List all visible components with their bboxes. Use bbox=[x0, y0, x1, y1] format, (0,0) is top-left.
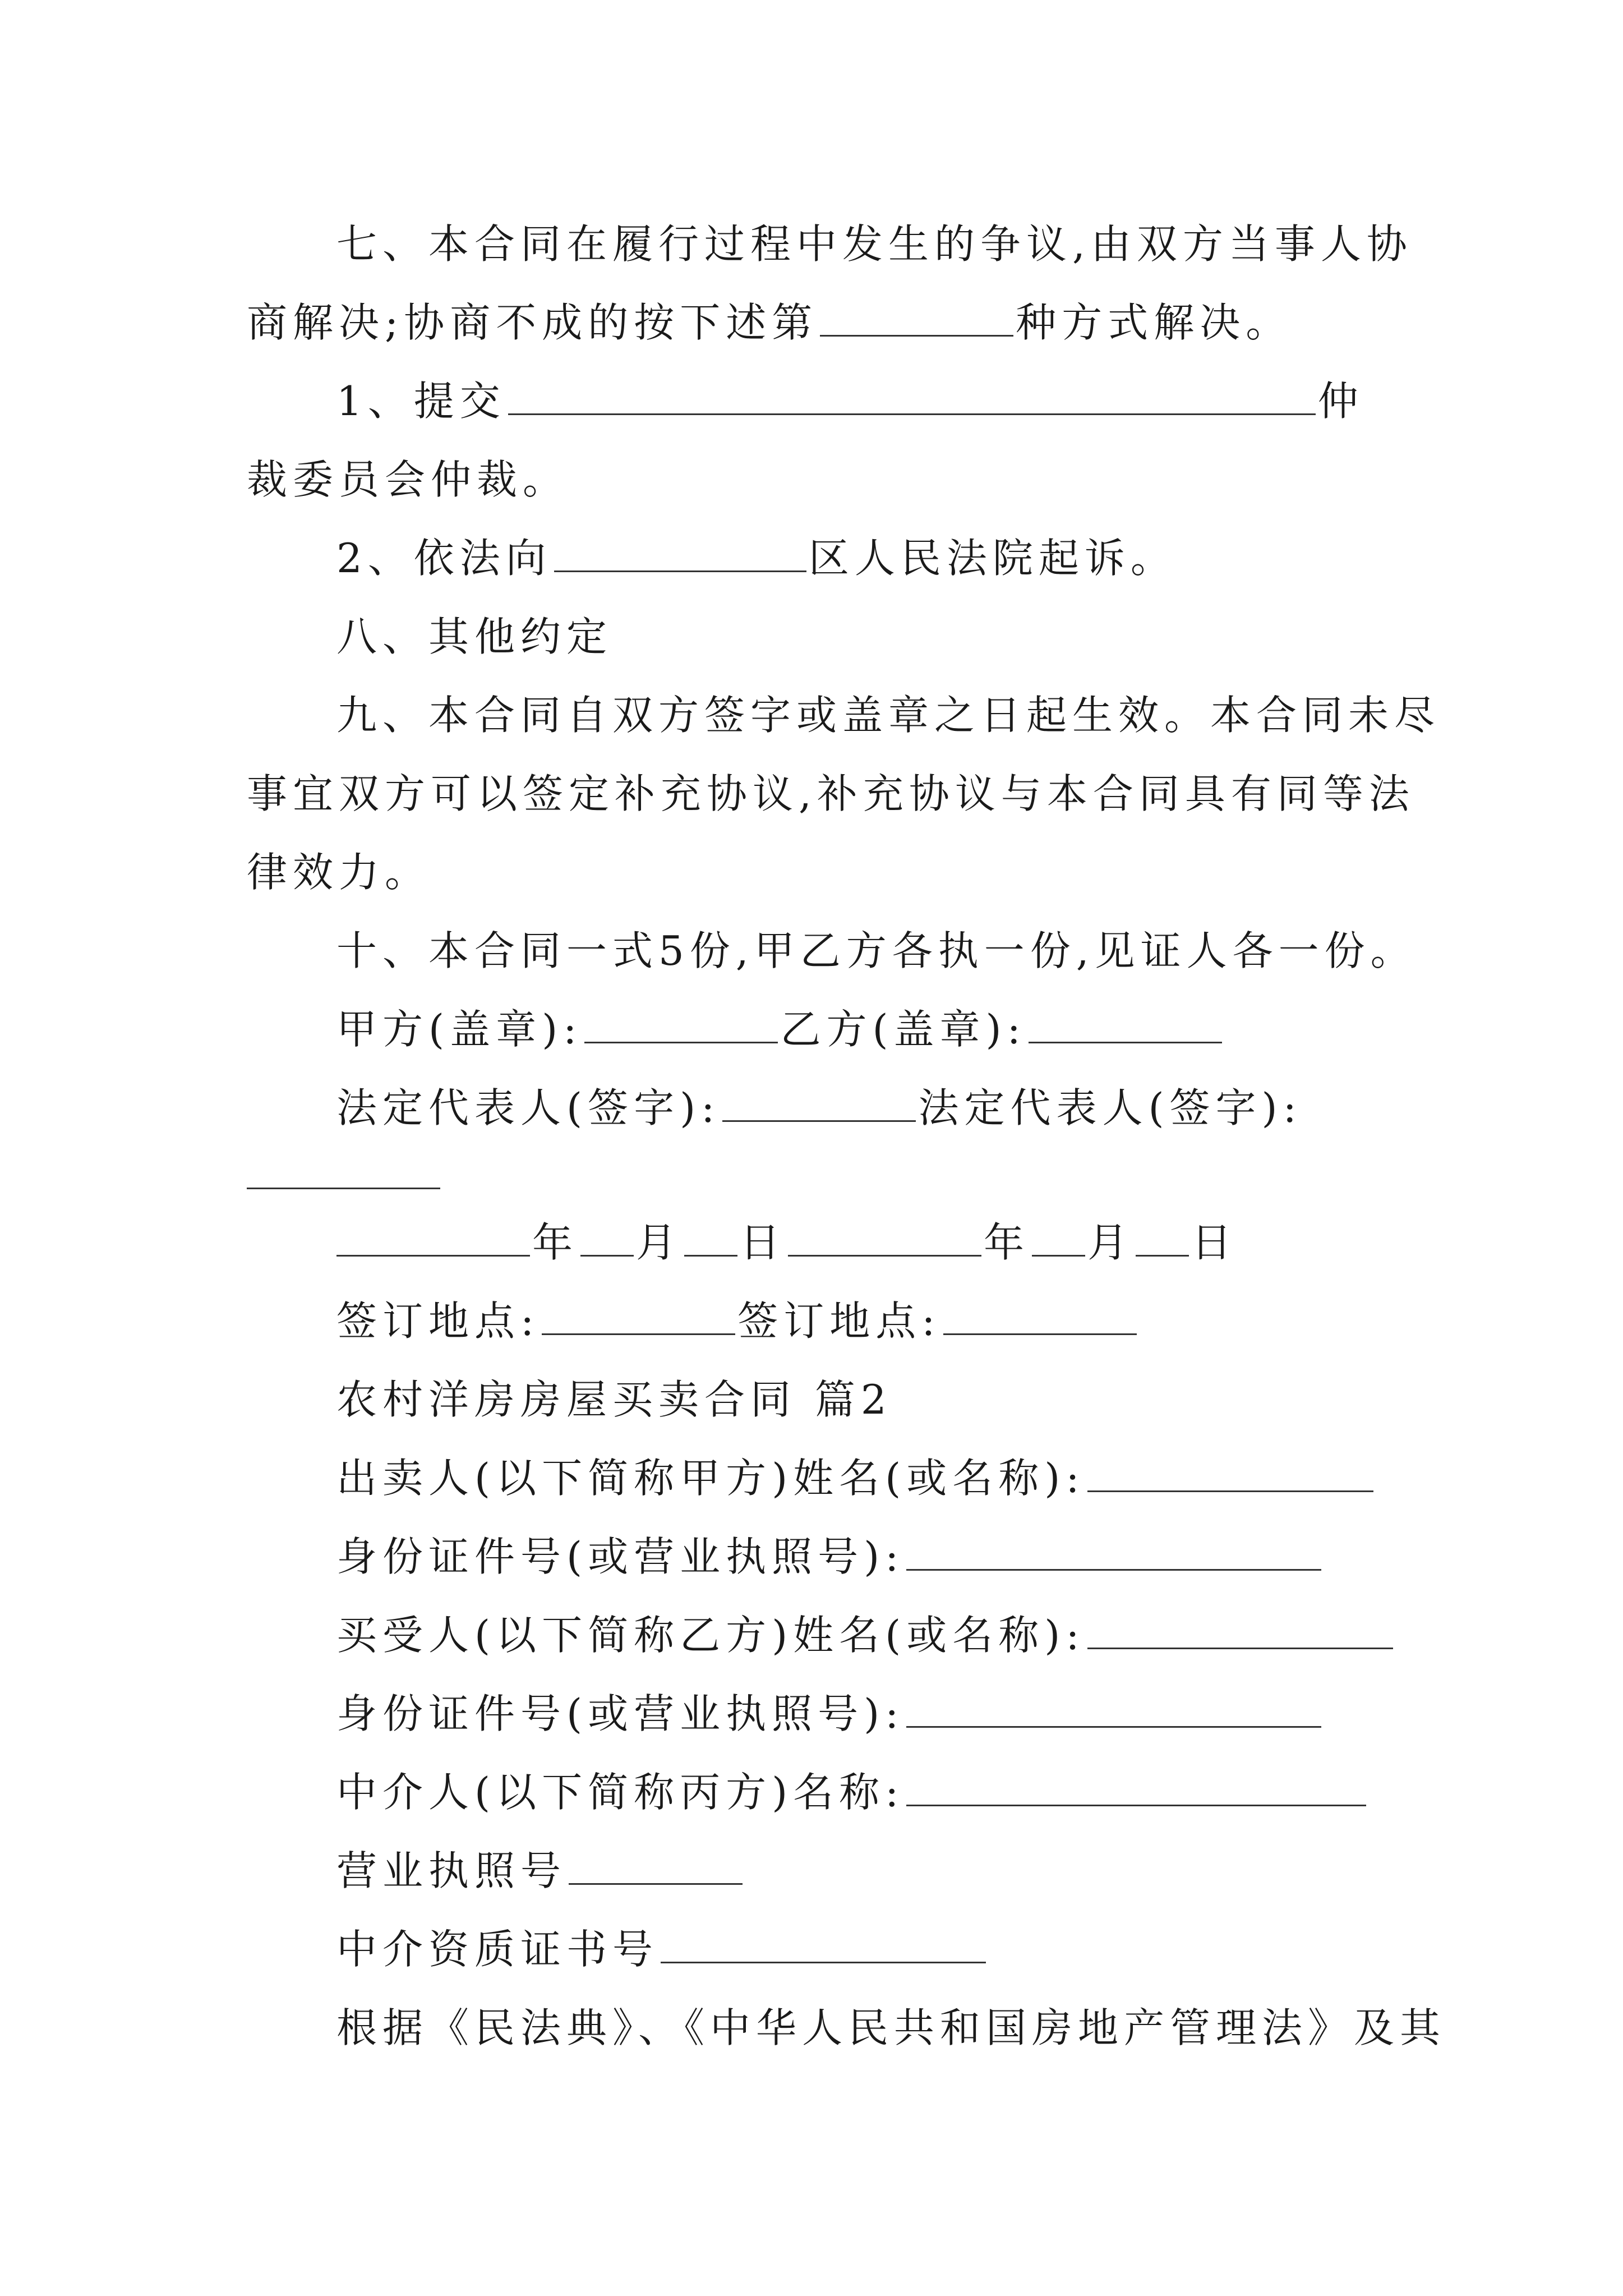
month-b-blank bbox=[1032, 1221, 1085, 1257]
party-b-seal-blank bbox=[1029, 1008, 1222, 1043]
clause7-option1-cont: 裁委员会仲裁。 bbox=[247, 456, 569, 503]
party-a-seal-blank bbox=[584, 1008, 778, 1043]
method-blank bbox=[820, 301, 1013, 337]
clause9-line1: 九、本合同自双方签字或盖章之日起生效。本合同未尽 bbox=[336, 692, 1441, 739]
clause7-option2: 2、依法向 区人民法院起诉。 bbox=[336, 535, 1177, 582]
agent-row: 中介人(以下简称丙方)名称: bbox=[336, 1764, 1368, 1820]
day-b-blank bbox=[1136, 1221, 1189, 1257]
place-b-blank bbox=[943, 1300, 1137, 1335]
license-row: 营业执照号 bbox=[336, 1843, 745, 1899]
buyer-name-blank bbox=[1087, 1614, 1393, 1649]
seller-name-blank bbox=[1087, 1457, 1373, 1492]
section2-heading: 农村洋房房屋买卖合同 篇2 bbox=[336, 1376, 892, 1423]
cert-row: 中介资质证书号 bbox=[336, 1921, 988, 1977]
day-a-blank bbox=[684, 1221, 737, 1257]
month-a-blank bbox=[580, 1221, 634, 1257]
court-blank bbox=[554, 537, 806, 572]
place-row: 签订地点: 签订地点: bbox=[336, 1293, 1139, 1349]
seller-row: 出卖人(以下简称甲方)姓名(或名称): bbox=[336, 1450, 1376, 1506]
agent-name-blank bbox=[906, 1771, 1366, 1806]
place-a-blank bbox=[542, 1300, 735, 1335]
buyer-id-row: 身份证件号(或营业执照号): bbox=[336, 1686, 1324, 1742]
clause7-option1: 1、提交 仲 bbox=[336, 378, 1364, 425]
seller-id-blank bbox=[906, 1535, 1321, 1571]
legal-rep-b-blank bbox=[247, 1154, 440, 1189]
legal-rep-row: 法定代表人(签字): 法定代表人(签字): bbox=[336, 1084, 1302, 1131]
cert-blank bbox=[661, 1928, 986, 1963]
buyer-row: 买受人(以下简称乙方)姓名(或名称): bbox=[336, 1607, 1395, 1663]
clause9-line2: 事宜双方可以签定补充协议,补充协议与本合同具有同等法 bbox=[247, 770, 1415, 817]
arbitration-blank bbox=[508, 380, 1316, 415]
legal-rep-a-blank bbox=[722, 1087, 916, 1122]
clause7-line2: 商解决;协商不成的按下述第 种方式解决。 bbox=[247, 299, 1292, 346]
date-row: 年 月 日 年 月 日 bbox=[336, 1214, 1237, 1271]
year-a-blank bbox=[336, 1221, 530, 1257]
seller-id-row: 身份证件号(或营业执照号): bbox=[336, 1529, 1324, 1585]
clause8: 八、其他约定 bbox=[336, 613, 613, 660]
basis-row: 根据《民法典》、《中华人民共和国房地产管理法》及其 bbox=[336, 2004, 1446, 2051]
license-blank bbox=[569, 1849, 743, 1885]
year-b-blank bbox=[788, 1221, 981, 1257]
buyer-id-blank bbox=[906, 1692, 1321, 1728]
clause9-line3: 律效力。 bbox=[247, 849, 431, 896]
clause10: 十、本合同一式5份,甲乙方各执一份,见证人各一份。 bbox=[336, 927, 1417, 974]
seal-row: 甲方(盖章): 乙方(盖章): bbox=[336, 1001, 1224, 1057]
clause7-line1: 七、本合同在履行过程中发生的争议,由双方当事人协 bbox=[336, 220, 1413, 268]
legal-rep-b-blank-row bbox=[247, 1147, 442, 1203]
